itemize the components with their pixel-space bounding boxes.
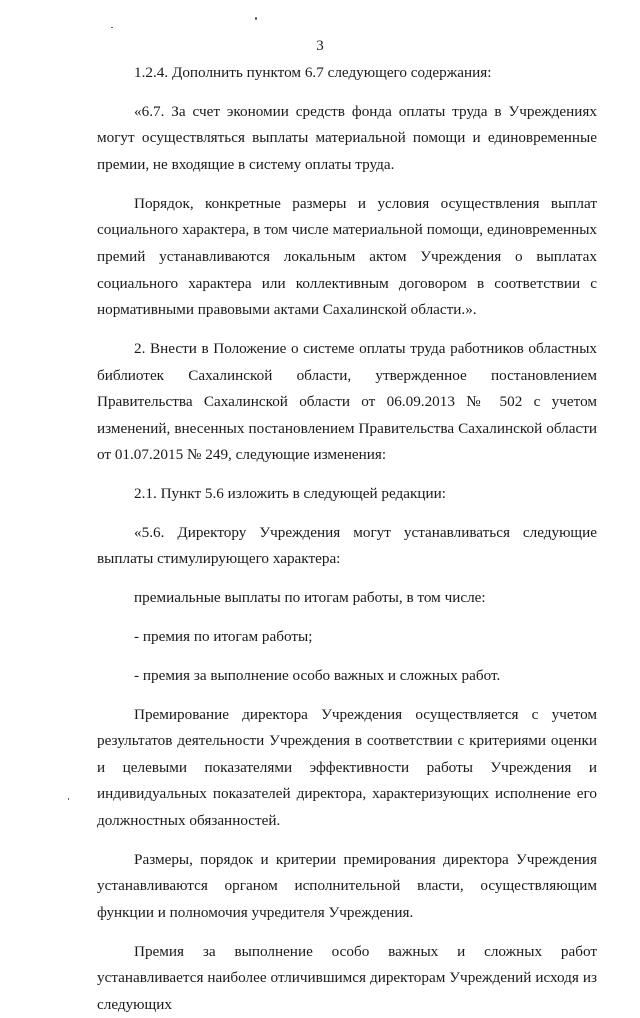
- scan-speck: [111, 27, 113, 28]
- document-body: [97, 60, 597, 1018]
- paragraph-2-1: 2.1. Пункт 5.6 изложить в следующей редакции:: [134, 485, 447, 503]
- paragraph-bonus-intro: премиальные выплаты по итогам работы, в том числе:: [134, 589, 486, 607]
- scan-speck: [255, 17, 257, 20]
- paragraph-1-2-4: 1.2.4. Дополнить пунктом 6.7 следующего содержания:: [134, 64, 492, 81]
- paragraph-important-work-bonus: Премия за выполнение особо важных и сложных работ устанавливается наиболее отличившимся директорам Учреждений исходя из следующих: [97, 942, 597, 1013]
- paragraph-5-6: «5.6. Директору Учреждения могут устанавливаться следующие выплаты стимулирующего характера:: [97, 523, 597, 568]
- paragraph-6-7: «6.7. За счет экономии средств фонда оплаты труда в Учреждениях могут осуществляться выплаты материальной помощи и единовременные премии, не входящие в систему оплаты труда.: [97, 102, 597, 173]
- paragraph-bonus-criteria: Размеры, порядок и критерии премирования директора Учреждения устанавливаются органом исполнительной власти, осуществляющим функции и полномочия учредителя Учреждения.: [97, 850, 597, 921]
- scan-speck: [68, 798, 69, 800]
- list-item-bonus-results: - премия по итогам работы;: [134, 628, 313, 645]
- paragraph-2-amendment: 2. Внести в Положение о системе оплаты труда работников областных библиотек Сахалинской области, утвержденное постановлением Правительства Сахалинской области от 06.09.2013 № 502 с учетом изменений, внесенных постановлением Правительства Сахалинской области от 01.07.2015 № 249, следующие изменения:: [97, 339, 597, 464]
- paragraph-director-bonus: Премирование директора Учреждения осуществляется с учетом результатов деятельности Учреждения в соответствии с критериями оценки и целевыми показателями эффективности работы Учреждения и индивидуальных показателей директора, характеризующих исполнение его должностных обязанностей.: [97, 705, 597, 829]
- paragraph-social-payments: Порядок, конкретные размеры и условия осуществления выплат социального характера, в том числе материальной помощи, единовременных премий устанавливаются локальным актом Учреждения о выплатах социального характера или коллективным договором в соответствии с нормативными правовыми актами Сахалинской области.».: [97, 194, 597, 319]
- list-item-bonus-important-work: - премия за выполнение особо важных и сложных работ.: [134, 666, 501, 684]
- page-number: 3: [316, 38, 324, 54]
